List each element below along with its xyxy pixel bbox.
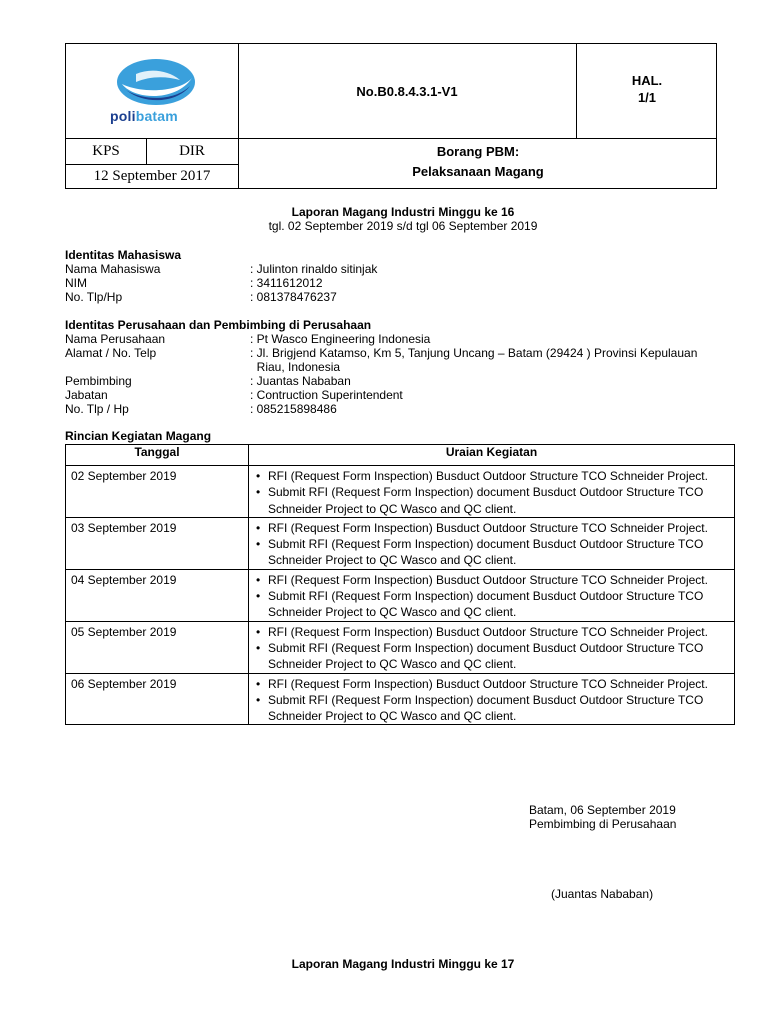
date-cell: 05 September 2019 bbox=[66, 621, 249, 673]
activity-item: • RFI (Request Form Inspection) Busduct Outdoor Structure TCO Schneider Project. bbox=[268, 520, 729, 536]
field-row bbox=[65, 332, 745, 346]
dir-label: DIR bbox=[179, 142, 205, 159]
field-value: : Pt Wasco Engineering Indonesia bbox=[250, 332, 431, 346]
field-row bbox=[65, 374, 745, 388]
field-label: Nama Perusahaan bbox=[65, 332, 166, 346]
field-row bbox=[65, 346, 745, 374]
activity-item: • Submit RFI (Request Form Inspection) document Busduct Outdoor Structure TCO Schneider Project to QC Wasco and QC client. bbox=[268, 484, 729, 517]
page-value: 1/1 bbox=[637, 90, 657, 105]
field-value: : Juantas Nababan bbox=[250, 374, 351, 388]
page-indicator bbox=[576, 72, 718, 106]
student-section-title: Identitas Mahasiswa bbox=[65, 248, 182, 262]
field-value bbox=[250, 346, 740, 374]
document-number: No.B0.8.4.3.1-V1 bbox=[356, 83, 458, 99]
form-title-main: Borang PBM: bbox=[436, 144, 520, 159]
field-value: : 3411612012 bbox=[250, 276, 323, 290]
description-cell bbox=[249, 621, 735, 673]
company-fields bbox=[65, 332, 745, 416]
field-label: No. Tlp/Hp bbox=[65, 290, 123, 304]
activity-item: • Submit RFI (Request Form Inspection) document Busduct Outdoor Structure TCO Schneider Project to QC Wasco and QC client. bbox=[268, 640, 729, 673]
field-label: Pembimbing bbox=[65, 374, 132, 388]
column-header-date: Tanggal bbox=[66, 445, 249, 466]
activity-item: • Submit RFI (Request Form Inspection) document Busduct Outdoor Structure TCO Schneider Project to QC Wasco and QC client. bbox=[268, 692, 729, 725]
field-value: : Julinton rinaldo sitinjak bbox=[250, 262, 378, 276]
field-value: : 085215898486 bbox=[250, 402, 337, 416]
activity-item: • RFI (Request Form Inspection) Busduct Outdoor Structure TCO Schneider Project. bbox=[268, 624, 729, 640]
header-date: 12 September 2017 bbox=[93, 168, 211, 184]
date-cell: 06 September 2019 bbox=[66, 673, 249, 725]
form-title-sub: Pelaksanaan Magang bbox=[412, 164, 544, 179]
kps-label: KPS bbox=[92, 142, 120, 159]
field-row bbox=[65, 276, 745, 290]
activities-table bbox=[65, 444, 735, 725]
activity-item: • RFI (Request Form Inspection) Busduct Outdoor Structure TCO Schneider Project. bbox=[268, 572, 729, 588]
signature-role: Pembimbing di Perusahaan bbox=[529, 817, 677, 831]
description-cell bbox=[249, 466, 735, 518]
description-cell bbox=[249, 569, 735, 621]
next-report-title: Laporan Magang Industri Minggu ke 17 bbox=[291, 957, 515, 971]
logo-wordmark: polibatam bbox=[110, 108, 178, 124]
field-row bbox=[65, 290, 745, 304]
activities-section-title: Rincian Kegiatan Magang bbox=[65, 429, 212, 443]
description-cell bbox=[249, 673, 735, 725]
table-header-row bbox=[66, 445, 735, 466]
table-row bbox=[66, 621, 735, 673]
column-header-description: Uraian Kegiatan bbox=[249, 445, 735, 466]
report-period: tgl. 02 September 2019 s/d tgl 06 September 2019 bbox=[268, 219, 538, 233]
signature-place-date: Batam, 06 September 2019 bbox=[529, 803, 676, 817]
address-line-2: Riau, Indonesia bbox=[250, 360, 341, 374]
field-value: : Contruction Superintendent bbox=[250, 388, 403, 402]
field-label: Jabatan bbox=[65, 388, 108, 402]
table-row bbox=[66, 517, 735, 569]
page-label: HAL. bbox=[631, 73, 663, 88]
company-section-title: Identitas Perusahaan dan Pembimbing di Perusahaan bbox=[65, 318, 372, 332]
report-title: Laporan Magang Industri Minggu ke 16 bbox=[291, 205, 515, 219]
date-cell: 03 September 2019 bbox=[66, 517, 249, 569]
activity-item: • Submit RFI (Request Form Inspection) document Busduct Outdoor Structure TCO Schneider Project to QC Wasco and QC client. bbox=[268, 588, 729, 621]
activity-item: • Submit RFI (Request Form Inspection) document Busduct Outdoor Structure TCO Schneider Project to QC Wasco and QC client. bbox=[268, 536, 729, 569]
field-row bbox=[65, 402, 745, 416]
field-label: No. Tlp / Hp bbox=[65, 402, 129, 416]
date-cell: 04 September 2019 bbox=[66, 569, 249, 621]
description-cell bbox=[249, 517, 735, 569]
activity-item: • RFI (Request Form Inspection) Busduct Outdoor Structure TCO Schneider Project. bbox=[268, 468, 729, 484]
signature-name: (Juantas Nababan) bbox=[551, 887, 654, 901]
activity-item: • RFI (Request Form Inspection) Busduct Outdoor Structure TCO Schneider Project. bbox=[268, 676, 729, 692]
signature-block bbox=[529, 803, 676, 831]
field-label: Alamat / No. Telp bbox=[65, 346, 157, 360]
table-row bbox=[66, 569, 735, 621]
field-value: : 081378476237 bbox=[250, 290, 337, 304]
field-label: Nama Mahasiswa bbox=[65, 262, 161, 276]
form-title bbox=[238, 142, 718, 182]
table-row bbox=[66, 673, 735, 725]
student-fields bbox=[65, 262, 745, 304]
field-row bbox=[65, 388, 745, 402]
field-label: NIM bbox=[65, 276, 87, 290]
document-header-box bbox=[65, 43, 717, 189]
table-row bbox=[66, 466, 735, 518]
date-cell: 02 September 2019 bbox=[66, 466, 249, 518]
field-row bbox=[65, 262, 745, 276]
address-line-1: : Jl. Brigjend Katamso, Km 5, Tanjung Uncang – Batam (29424 ) Provinsi Kepulauan bbox=[250, 346, 698, 360]
